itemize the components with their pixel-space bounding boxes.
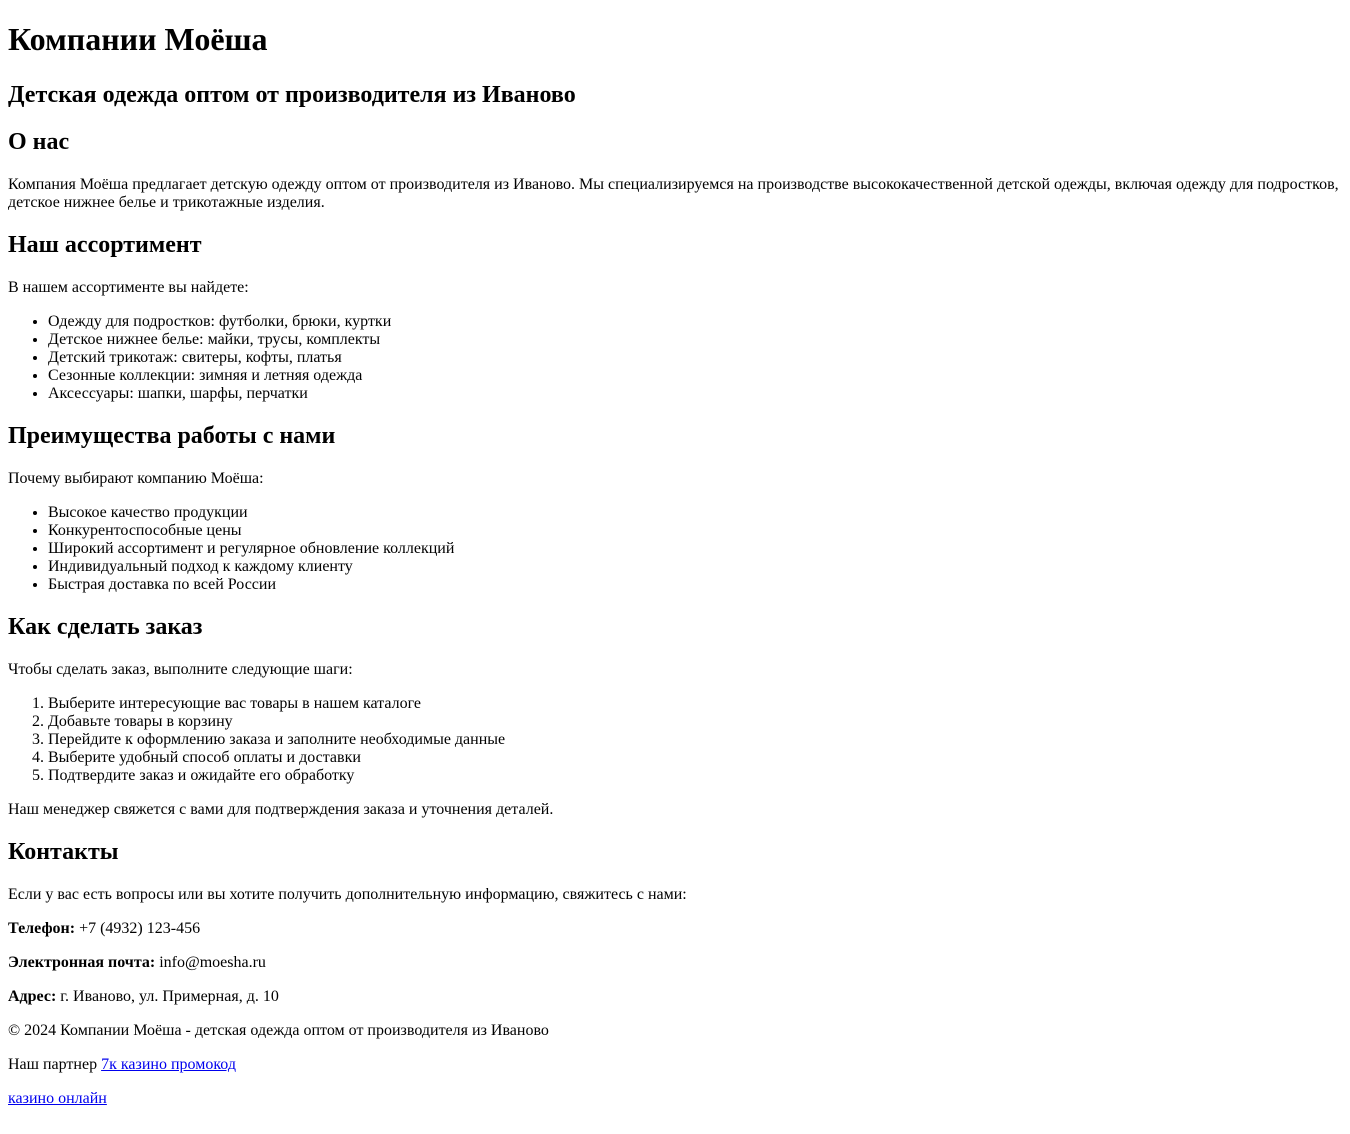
about-section — [8, 128, 1342, 212]
order-steps-list — [8, 695, 1342, 785]
page — [0, 21, 1350, 1108]
footer-casino — [8, 1090, 1342, 1108]
contact-phone — [8, 920, 1342, 938]
list-item: • Сезонные коллекции: зимняя и летняя одежда — [48, 367, 1342, 385]
page-title: Компании Моёша — [8, 21, 268, 57]
list-item: 2. Добавьте товары в корзину — [48, 713, 1342, 731]
email-value: info@moesha.ru — [155, 954, 266, 971]
list-item: • Индивидуальный подход к каждому клиенту — [48, 558, 1342, 576]
site-header — [8, 21, 1342, 109]
about-heading: О нас — [8, 129, 70, 155]
list-item: • Одежду для подростков: футболки, брюки, куртки — [48, 313, 1342, 331]
list-item: 4. Выберите удобный способ оплаты и доставки — [48, 749, 1342, 767]
contacts-intro: Если у вас есть вопросы или вы хотите получить дополнительную информацию, свяжитесь с нами: — [8, 886, 687, 903]
casino-link[interactable]: казино онлайн — [8, 1090, 107, 1107]
partner-link[interactable]: 7к казино промокод — [101, 1056, 236, 1073]
email-label: Электронная почта: — [8, 954, 156, 971]
list-item: 1. Выберите интересующие вас товары в нашем каталоге — [48, 695, 1342, 713]
list-item: • Детское нижнее белье: майки, трусы, комплекты — [48, 331, 1342, 349]
phone-value: +7 (4932) 123-456 — [75, 920, 201, 937]
order-section — [8, 613, 1342, 819]
advantages-intro: Почему выбирают компанию Моёша: — [8, 470, 264, 487]
footer-copyright: © 2024 Компании Моёша - детская одежда оптом от производителя из Иваново — [8, 1022, 549, 1039]
footer-partner — [8, 1056, 1342, 1074]
list-item: • Высокое качество продукции — [48, 504, 1342, 522]
advantages-heading: Преимущества работы с нами — [8, 423, 336, 449]
address-value: г. Иваново, ул. Примерная, д. 10 — [56, 988, 279, 1005]
advantages-section — [8, 422, 1342, 594]
order-heading: Как сделать заказ — [8, 614, 203, 640]
list-item: • Детский трикотаж: свитеры, кофты, платья — [48, 349, 1342, 367]
advantages-list — [8, 504, 1342, 594]
address-label: Адрес: — [8, 988, 57, 1005]
phone-label: Телефон: — [8, 920, 76, 937]
assortment-heading: Наш ассортимент — [8, 232, 202, 258]
assortment-section — [8, 231, 1342, 403]
contacts-heading: Контакты — [8, 839, 119, 865]
assortment-intro: В нашем ассортименте вы найдете: — [8, 279, 249, 296]
contacts-section — [8, 838, 1342, 1006]
list-item: 3. Перейдите к оформлению заказа и заполните необходимые данные — [48, 731, 1342, 749]
contact-address — [8, 988, 1342, 1006]
assortment-list — [8, 313, 1342, 403]
about-text: Компания Моёша предлагает детскую одежду оптом от производителя из Иваново. Мы специализируемся на производстве высококачественной детской одежды, включая одежду для подростков, детское нижнее белье и трикотажные изделия. — [8, 176, 1339, 211]
partner-prefix: Наш партнер — [8, 1056, 102, 1073]
list-item: • Быстрая доставка по всей России — [48, 576, 1342, 594]
list-item: 5. Подтвердите заказ и ожидайте его обработку — [48, 767, 1342, 785]
page-tagline: Детская одежда оптом от производителя из Иваново — [8, 82, 576, 108]
list-item: • Аксессуары: шапки, шарфы, перчатки — [48, 385, 1342, 403]
contact-email — [8, 954, 1342, 972]
site-footer — [8, 1022, 1342, 1108]
list-item: • Конкурентоспособные цены — [48, 522, 1342, 540]
list-item: • Широкий ассортимент и регулярное обновление коллекций — [48, 540, 1342, 558]
order-intro: Чтобы сделать заказ, выполните следующие шаги: — [8, 661, 353, 678]
order-note: Наш менеджер свяжется с вами для подтверждения заказа и уточнения деталей. — [8, 801, 554, 818]
